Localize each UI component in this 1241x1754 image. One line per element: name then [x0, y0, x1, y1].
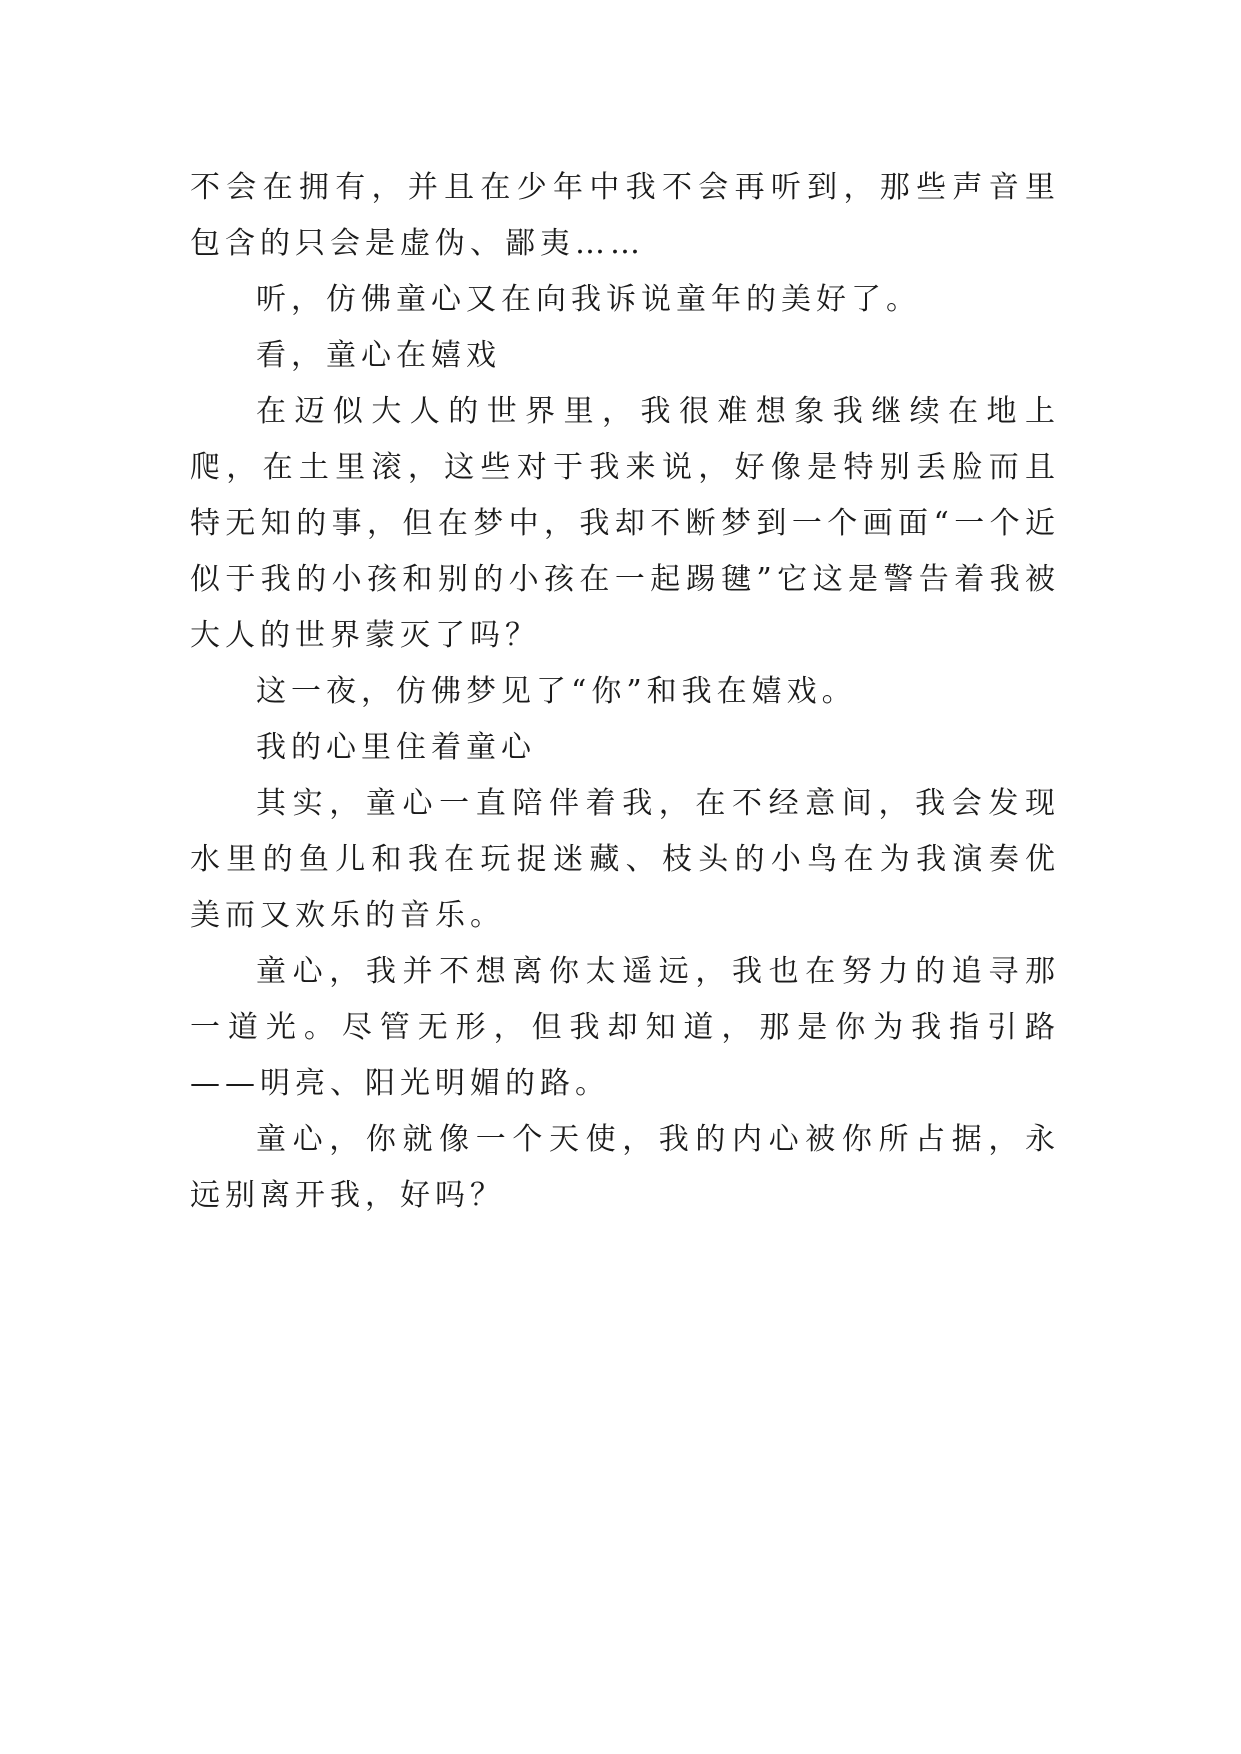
- paragraph-4: 在迈似大人的世界里，我很难想象我继续在地上爬，在土里滚，这些对于我来说，好像是特别丢脸而且特无知的事，但在梦中，我却不断梦到一个画面“一个近似于我的小孩和别的小孩在一起踢毽”它这是警告着我被大人的世界蒙灭了吗？: [190, 394, 1060, 653]
- paragraph-2: 听，仿佛童心又在向我诉说童年的美好了。: [256, 282, 921, 317]
- paragraph-1: 不会在拥有，并且在少年中我不会再听到，那些声音里包含的只会是虚伪、鄙夷……: [190, 170, 1060, 261]
- paragraph-7: 其实，童心一直陪伴着我，在不经意间，我会发现水里的鱼儿和我在玩捉迷藏、枝头的小鸟在为我演奏优美而又欢乐的音乐。: [190, 786, 1060, 933]
- section-heading-play: 看，童心在嬉戏: [256, 338, 501, 373]
- section-heading-heart: 我的心里住着童心: [256, 730, 536, 765]
- paragraph-9: 童心，你就像一个天使，我的内心被你所占据，永远别离开我，好吗？: [190, 1122, 1060, 1213]
- document-body: [190, 160, 1060, 1224]
- paragraph-5: 这一夜，仿佛梦见了“你”和我在嬉戏。: [256, 674, 857, 709]
- paragraph-8: 童心，我并不想离你太遥远，我也在努力的追寻那一道光。尽管无形，但我却知道，那是你为我指引路——明亮、阳光明媚的路。: [190, 954, 1060, 1101]
